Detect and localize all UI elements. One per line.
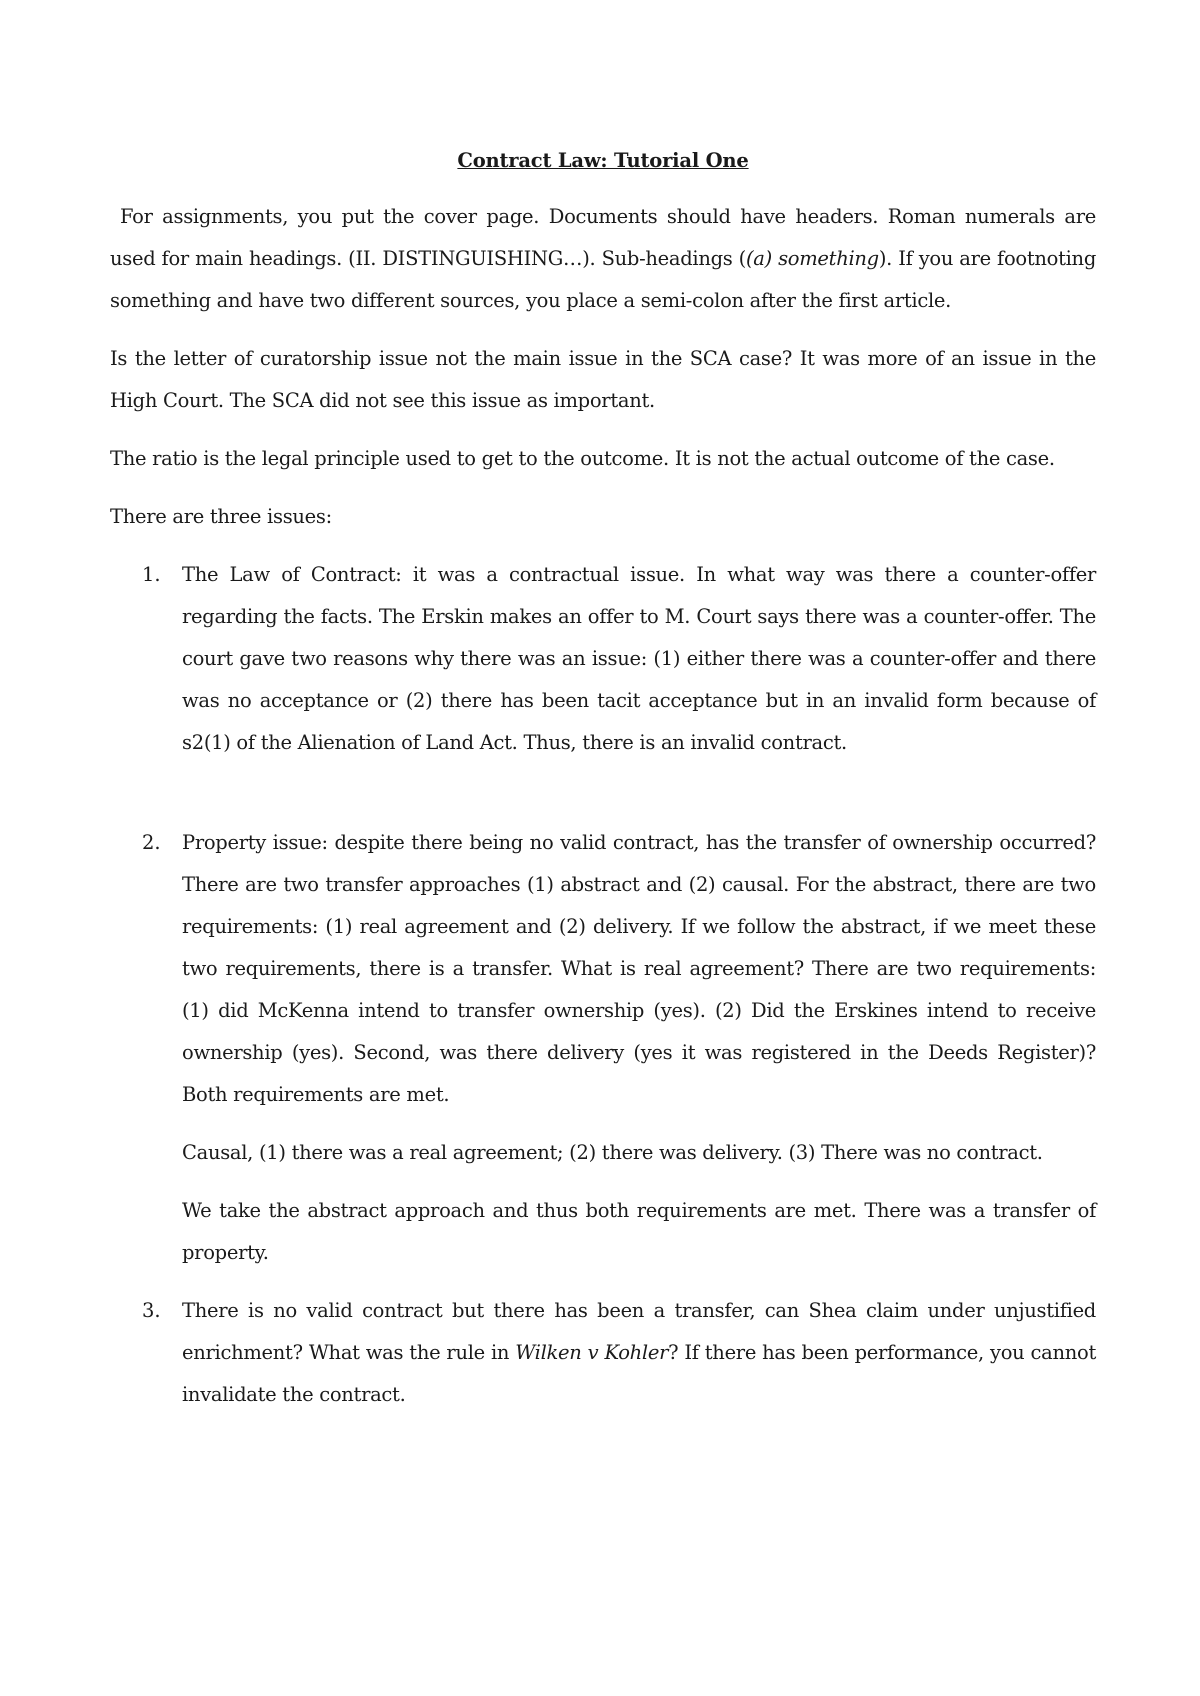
issues-intro: There are three issues: (110, 505, 332, 528)
curatorship-paragraph: Is the letter of curatorship issue not the main issue in the SCA case? It was more of an issue in the High Court. The SCA did not see this issue as important. (110, 347, 1096, 412)
document-title: Contract Law: Tutorial One (457, 149, 749, 172)
issue-item-property (110, 822, 1096, 1274)
ratio-paragraph: The ratio is the legal principle used to get to the outcome. It is not the actual outcome of the case. (110, 447, 1055, 470)
intro-text-start: For assignments, you put the cover page. Documents should have headers. Roman numerals are used for main headings. (II. DISTINGUISHING…). Sub-headings ( (110, 205, 1096, 270)
document-body (110, 140, 1096, 1432)
issue-number: 3. (142, 1299, 161, 1322)
intro-paragraph (110, 196, 1096, 322)
intro-italic-example: (a) something (745, 247, 879, 270)
issues-list (110, 554, 1096, 1416)
issue-number: 1. (142, 563, 161, 586)
issue-text: Property issue: despite there being no valid contract, has the transfer of ownership occurred? There are two transfer approaches (1) abstract and (2) causal. For the abstract, there are two requirements: (1) real agreement and (2) delivery. If we follow the abstract, if we meet these two requirements, there is a transfer. What is real agreement? There are two requirements: (1) did McKenna intend to transfer ownership (yes). (2) Did the Erskines intend to receive ownership (yes). Second, was there delivery (yes it was registered in the Deeds Register)? Both requirements are met. (182, 831, 1096, 1106)
issue-number: 2. (142, 831, 161, 854)
issue-text-start: There is no valid contract but there has been a transfer, can Shea claim under unjustified enrichment? What was the rule in (182, 1299, 1096, 1364)
issue-text: The Law of Contract: it was a contractual issue. In what way was there a counter-offer regarding the facts. The Erskin makes an offer to M. Court says there was a counter-offer. The court gave two reasons why there was an issue: (1) either there was a counter-offer and there was no acceptance or (2) there has been tacit acceptance but in an invalid form because of s2(1) of the Alienation of Land Act. Thus, there is an invalid contract. (182, 563, 1096, 754)
issue-item-enrichment (110, 1290, 1096, 1416)
issue-text (182, 1290, 1096, 1416)
abstract-conclusion-text: We take the abstract approach and thus both requirements are met. There was a transfer of property. (182, 1199, 1096, 1264)
causal-approach-text: Causal, (1) there was a real agreement; (2) there was delivery. (3) There was no contract. (182, 1141, 1043, 1164)
case-name: Wilken v Kohler (515, 1341, 669, 1364)
issue-text-end: ? If there has been performance, you cannot invalidate the contract. (182, 1341, 1096, 1406)
issue-item-contract (110, 554, 1096, 764)
intro-text-end: ). If you are footnoting something and have two different sources, you place a semi-colon after the first article. (110, 247, 1097, 312)
